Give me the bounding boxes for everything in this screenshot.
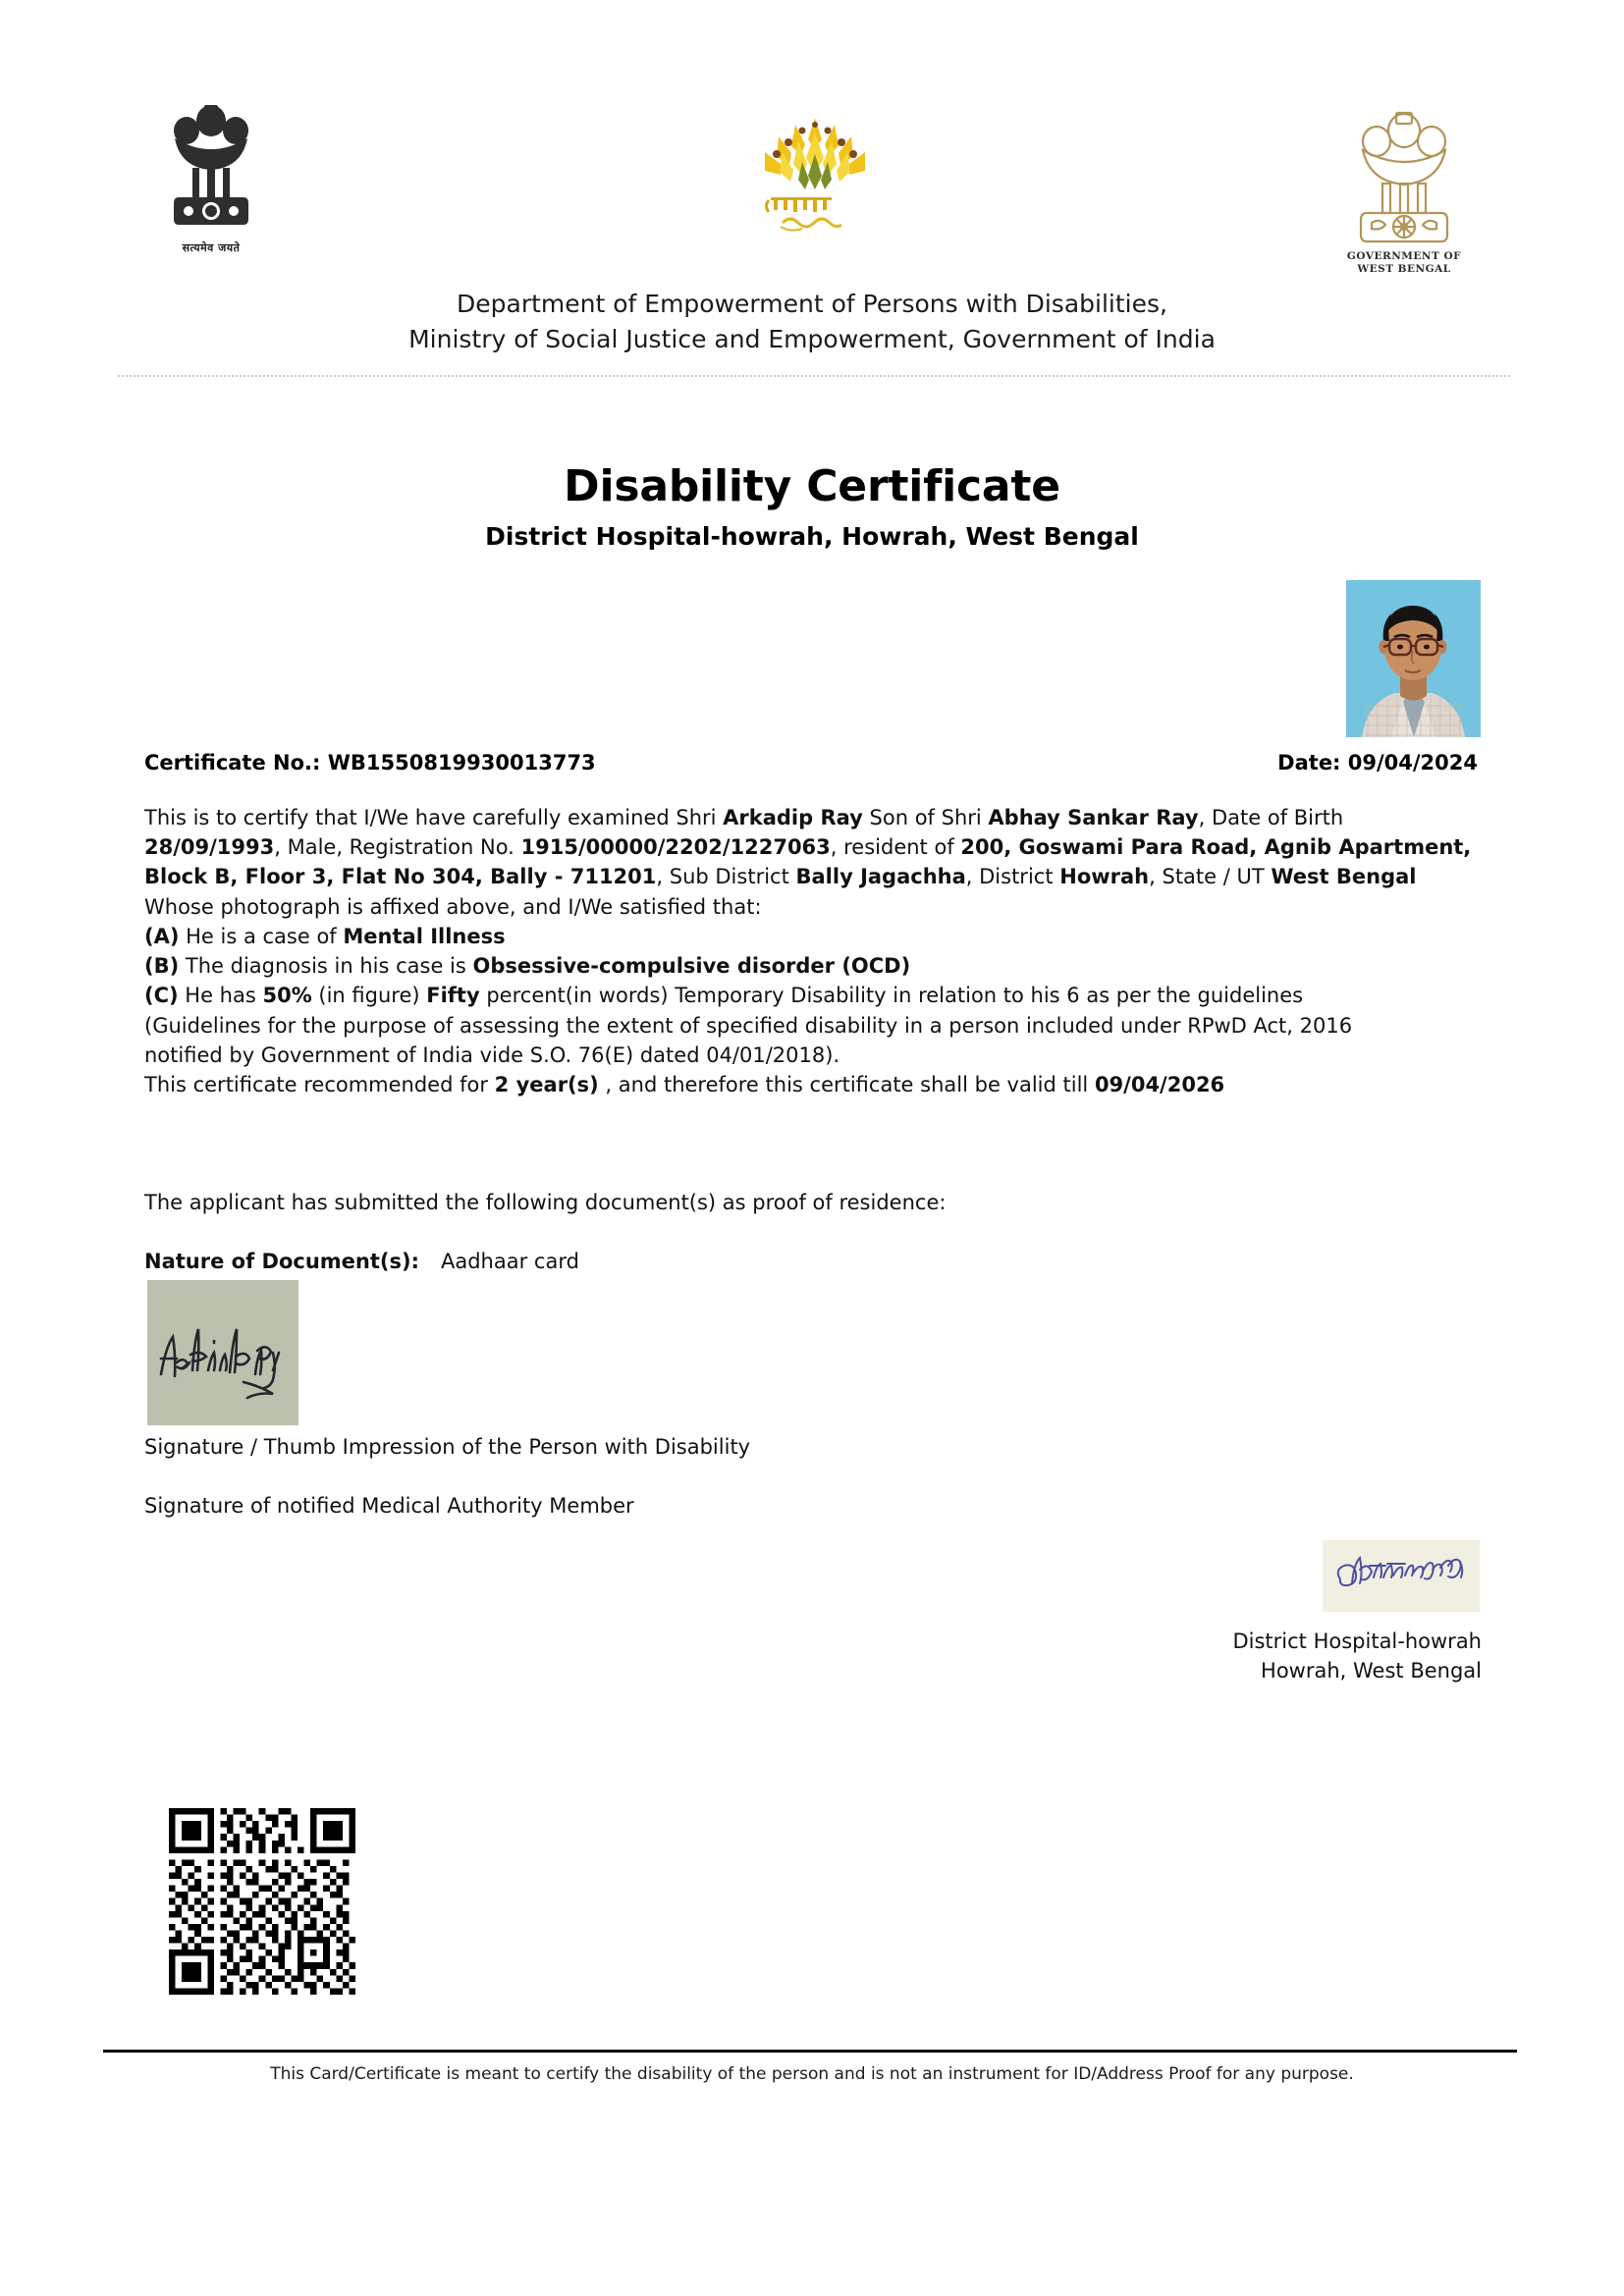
clause-b-text: The diagnosis in his case is (179, 954, 473, 979)
certification-paragraph (144, 803, 1482, 892)
applicant-photo (1346, 580, 1481, 737)
swavlamban-logo (722, 103, 908, 240)
validity-text-1: This certificate recommended for (144, 1073, 495, 1097)
certificate-meta-row (144, 751, 1478, 774)
certificate-date: Date: 09/04/2024 (1277, 751, 1478, 774)
wb-emblem-caption-line1: GOVERNMENT OF (1346, 250, 1462, 262)
clause-c-text-2: (in figure) (311, 984, 427, 1008)
certify-intro-4: , Male, Registration No. (274, 835, 521, 860)
applicant-name: Arkadip Ray (723, 806, 863, 829)
clause-a-text: He is a case of (179, 924, 344, 948)
disability-percentage-words: Fifty (426, 984, 480, 1008)
header-divider (118, 375, 1510, 377)
authority-hospital-name: District Hospital-howrah (1232, 1629, 1482, 1653)
father-name: Abhay Sankar Ray (988, 806, 1199, 829)
authority-location: Howrah, West Bengal (1261, 1658, 1482, 1682)
clause-b-label: (B) (144, 954, 180, 979)
certify-intro-1: This is to certify that I/We have carefully examined Shri (144, 806, 724, 829)
sub-district: Bally Jagachha (795, 865, 966, 889)
guidelines-line-1: (Guidelines for the purpose of assessing the extent of specified disability in a person included under RPwD Act, 2016 (144, 1013, 1353, 1038)
recommended-duration: 2 year(s) (494, 1073, 599, 1097)
wb-emblem-caption-line2: WEST BENGAL (1357, 263, 1451, 276)
certify-intro-6: , Sub District (656, 865, 796, 889)
applicant-photo-icon (1346, 580, 1481, 737)
footer-divider (103, 2050, 1517, 2053)
qr-code-icon[interactable] (169, 1808, 355, 1995)
clause-b (144, 951, 1482, 981)
header-emblems (0, 93, 1624, 290)
clause-c-label: (C) (144, 984, 179, 1008)
state-ut: West Bengal (1271, 865, 1417, 889)
certify-intro-7: , District (965, 865, 1060, 889)
applicant-signature-image (147, 1280, 298, 1425)
certify-intro-5: , resident of (830, 835, 961, 860)
validity-statement (144, 1070, 1482, 1099)
photograph-statement: Whose photograph is affixed above, and I/We satisfied that: (144, 894, 762, 919)
medical-authority-details (982, 1628, 1482, 1686)
page-title: Disability Certificate (564, 461, 1060, 511)
nature-of-documents-label: Nature of Document(s): (144, 1249, 419, 1273)
registration-number: 1915/00000/2202/1227063 (520, 835, 831, 860)
valid-till-date: 09/04/2026 (1094, 1073, 1225, 1097)
disability-percentage-figure: 50% (262, 984, 312, 1008)
clause-c-text-3: percent(in words) Temporary Disability in relation to his 6 as per the guidelines (479, 984, 1304, 1008)
certify-intro-3: , Date of Birth (1198, 806, 1344, 829)
west-bengal-state-emblem (1316, 101, 1492, 276)
disability-category: Mental Illness (343, 924, 506, 948)
documents-intro: The applicant has submitted the following document(s) as proof of residence: (144, 1191, 947, 1214)
qr-code[interactable] (169, 1808, 355, 1995)
applicant-signature-icon (147, 1280, 298, 1425)
date-of-birth: 28/09/1993 (144, 835, 275, 860)
certificate-number: Certificate No.: WB1550819930013773 (144, 751, 596, 774)
page-subtitle: District Hospital-howrah, Howrah, West Bengal (485, 522, 1139, 551)
authority-signature-caption: Signature of notified Medical Authority Member (144, 1494, 634, 1518)
india-emblem-caption: सत्यमेव जयते (182, 241, 241, 254)
guidelines-line-2: notified by Government of India vide S.O. 76(E) dated 04/01/2018). (144, 1042, 840, 1067)
documents-section (144, 1188, 1482, 1277)
validity-text-2: , and therefore this certificate shall be valid till (598, 1073, 1095, 1097)
applicant-signature-caption: Signature / Thumb Impression of the Person with Disability (144, 1435, 751, 1459)
certify-intro-8: , State / UT (1149, 865, 1272, 889)
footer-disclaimer: This Card/Certificate is meant to certify the disability of the person and is not an instrument for ID/Address Proof for any purpose. (270, 2064, 1354, 2084)
ministry-heading (0, 287, 1624, 356)
ministry-line-1: Department of Empowerment of Persons with Disabilities, (457, 290, 1167, 318)
medical-authority-signature-icon (1323, 1540, 1480, 1612)
clause-a (144, 922, 1482, 951)
swavlamban-logo-icon (741, 103, 889, 240)
clause-c-text-1: He has (178, 984, 263, 1008)
india-state-emblem (137, 93, 285, 255)
certify-intro-2: Son of Shri (862, 806, 989, 829)
diagnosis: Obsessive-compulsive disorder (OCD) (472, 954, 911, 979)
west-bengal-state-emblem-icon (1356, 101, 1452, 248)
medical-authority-signature-image (1323, 1540, 1480, 1612)
nature-of-documents-value: Aadhaar card (440, 1249, 579, 1273)
ministry-line-2: Ministry of Social Justice and Empowerment, Government of India (408, 324, 1216, 353)
clause-c (144, 981, 1482, 1010)
india-state-emblem-icon (169, 93, 253, 240)
nature-of-documents-row (144, 1247, 1482, 1278)
certificate-body (144, 803, 1482, 1099)
district: Howrah (1059, 865, 1150, 889)
residential-address: 200, Goswami Para Road, Agnib Apartment, Block B, Floor 3, Flat No 304, Bally - 711201 (144, 835, 1472, 889)
clause-a-label: (A) (144, 924, 180, 948)
